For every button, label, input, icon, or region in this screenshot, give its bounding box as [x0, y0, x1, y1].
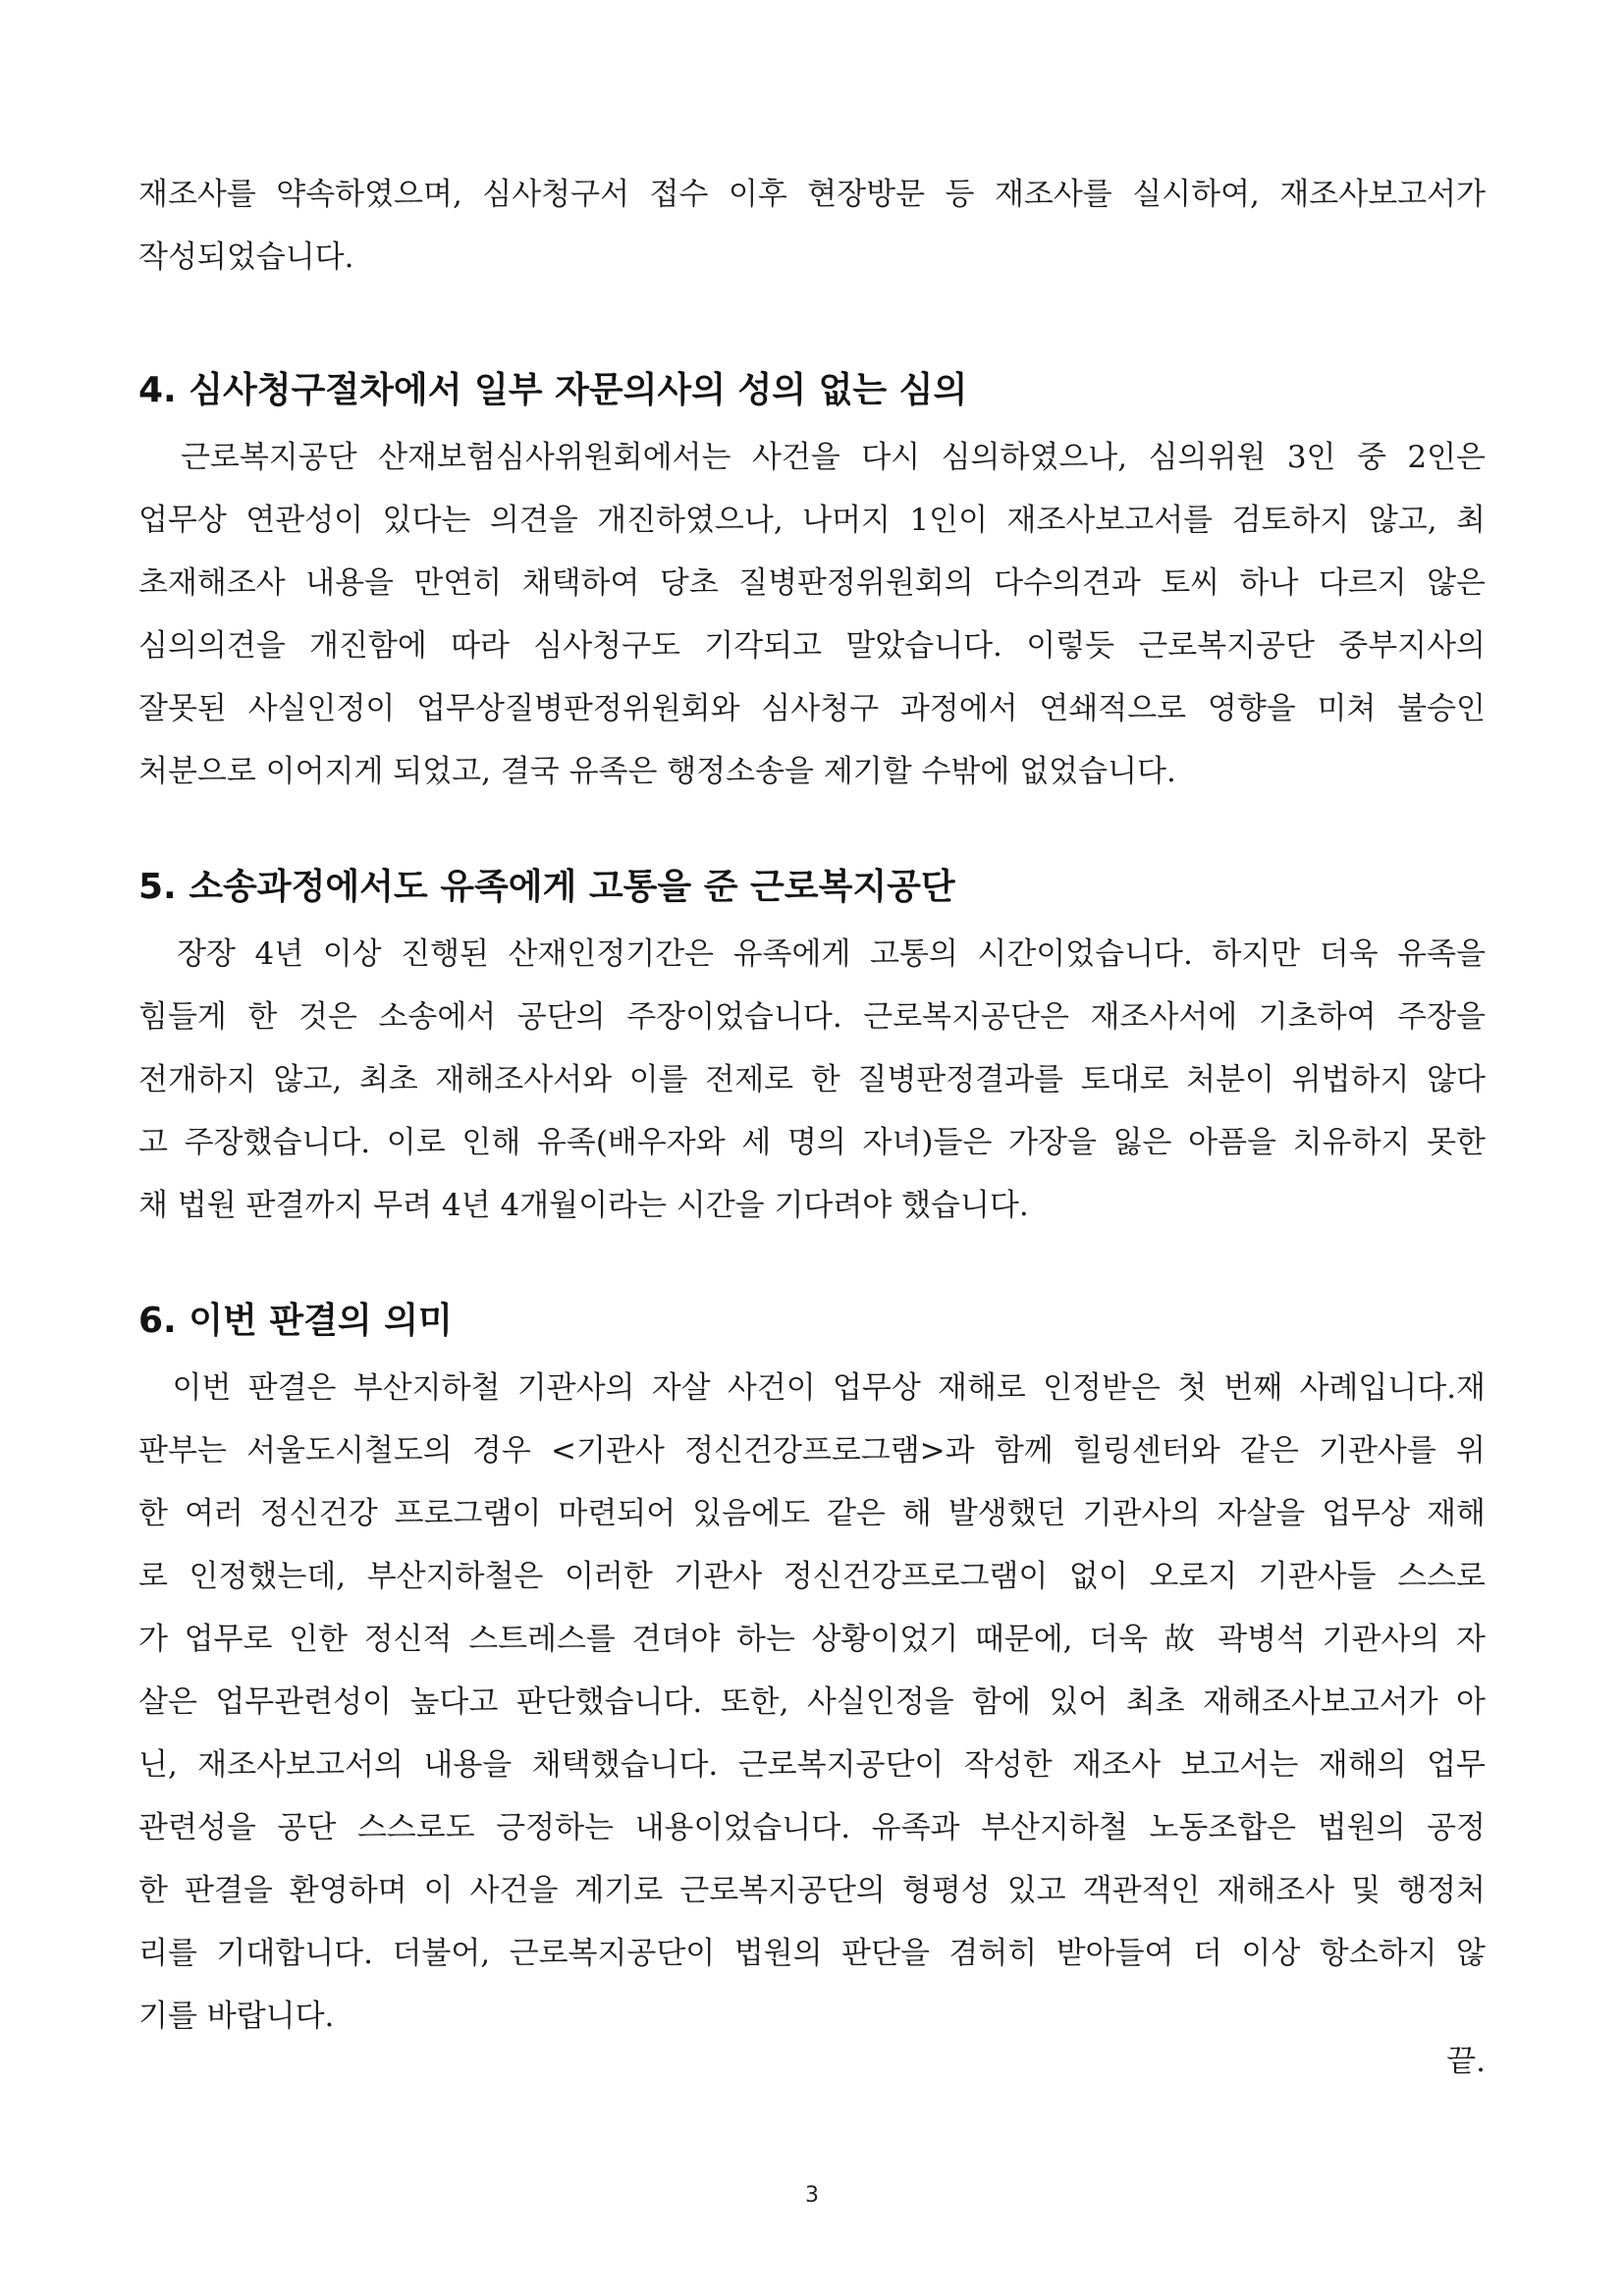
intro-line: 작성되었습니다. [138, 240, 354, 275]
section-6-heading: 6. 이번 판결의 의미 [138, 1301, 453, 1341]
page-number: 3 [805, 2183, 819, 2208]
paragraph-line: 장장 4년 이상 진행된 산재인정기간은 유족에게 고통의 시간이었습니다. 하지만 더욱 유족을 [138, 936, 1486, 972]
paragraph-line: 처분으로 이어지게 되었고, 결국 유족은 행정소송을 제기할 수밖에 없었습니다. [138, 754, 1176, 789]
intro-paragraph [138, 163, 1486, 289]
intro-line: 재조사를 약속하였으며, 심사청구서 접수 이후 현장방문 등 재조사를 실시하여, 재조사보고서가 [138, 177, 1486, 212]
paragraph-line: 기를 바랍니다. [138, 1999, 335, 2034]
paragraph-line: 판부는 서울도시철도의 경우 <기관사 정신건강프로그램>과 함께 힐링센터와 같은 기관사를 위 [138, 1433, 1486, 1468]
section-5-heading: 5. 소송과정에서도 유족에게 고통을 준 근로복지공단 [138, 867, 955, 907]
paragraph-line: 업무상 연관성이 있다는 의견을 개진하였으나, 나머지 1인이 재조사보고서를 검토하지 않고, 최 [138, 503, 1486, 538]
paragraph-line: 잘못된 사실인정이 업무상질병판정위원회와 심사청구 과정에서 연쇄적으로 영향을 미쳐 불승인 [138, 691, 1486, 726]
paragraph-line: 심의의견을 개진함에 따라 심사청구도 기각되고 말았습니다. 이렇듯 근로복지공단 중부지사의 [138, 628, 1486, 664]
paragraph-line: 살은 업무관련성이 높다고 판단했습니다. 또한, 사실인정을 함에 있어 최초 재해조사보고서가 아 [138, 1684, 1486, 1720]
paragraph-line: 전개하지 않고, 최초 재해조사서와 이를 전제로 한 질병판정결과를 토대로 처분이 위법하지 않다 [138, 1062, 1486, 1097]
paragraph-line: 한 판결을 환영하며 이 사건을 계기로 근로복지공단의 형평성 있고 객관적인 재해조사 및 행정처 [138, 1873, 1486, 1908]
section-5-paragraph [138, 923, 1486, 1237]
paragraph-line: 가 업무로 인한 정신적 스트레스를 견뎌야 하는 상황이었기 때문에, 더욱 故 곽병석 기관사의 자 [138, 1622, 1486, 1657]
paragraph-line: 관련성을 공단 스스로도 긍정하는 내용이었습니다. 유족과 부산지하철 노동조합은 법원의 공정 [138, 1810, 1486, 1845]
section-6-paragraph [138, 1357, 1486, 2048]
paragraph-line: 리를 기대합니다. 더불어, 근로복지공단이 법원의 판단을 겸허히 받아들여 더 이상 항소하지 않 [138, 1936, 1486, 1971]
paragraph-line: 초재해조사 내용을 만연히 채택하여 당초 질병판정위원회의 다수의견과 토씨 하나 다르지 않은 [138, 565, 1486, 601]
section-4-heading: 4. 심사청구절차에서 일부 자문의사의 성의 없는 심의 [138, 370, 968, 410]
section-4-paragraph [138, 426, 1486, 803]
paragraph-line: 닌, 재조사보고서의 내용을 채택했습니다. 근로복지공단이 작성한 재조사 보고서는 재해의 업무 [138, 1747, 1486, 1783]
closing-mark: 끝. [1446, 2044, 1486, 2079]
paragraph-line: 고 주장했습니다. 이로 인해 유족(배우자와 세 명의 자녀)들은 가장을 잃은 아픔을 치유하지 못한 [138, 1125, 1486, 1160]
paragraph-line: 채 법원 판결까지 무려 4년 4개월이라는 시간을 기다려야 했습니다. [138, 1188, 1029, 1223]
paragraph-line: 근로복지공단 산재보험심사위원회에서는 사건을 다시 심의하였으나, 심의위원 3인 중 2인은 [138, 440, 1486, 475]
paragraph-line: 한 여러 정신건강 프로그램이 마련되어 있음에도 같은 해 발생했던 기관사의 자살을 업무상 재해 [138, 1496, 1486, 1531]
paragraph-line: 로 인정했는데, 부산지하철은 이러한 기관사 정신건강프로그램이 없이 오로지 기관사들 스스로 [138, 1559, 1486, 1594]
paragraph-line: 힘들게 한 것은 소송에서 공단의 주장이었습니다. 근로복지공단은 재조사서에 기초하여 주장을 [138, 999, 1486, 1035]
paragraph-line: 이번 판결은 부산지하철 기관사의 자살 사건이 업무상 재해로 인정받은 첫 번째 사례입니다.재 [138, 1370, 1486, 1406]
